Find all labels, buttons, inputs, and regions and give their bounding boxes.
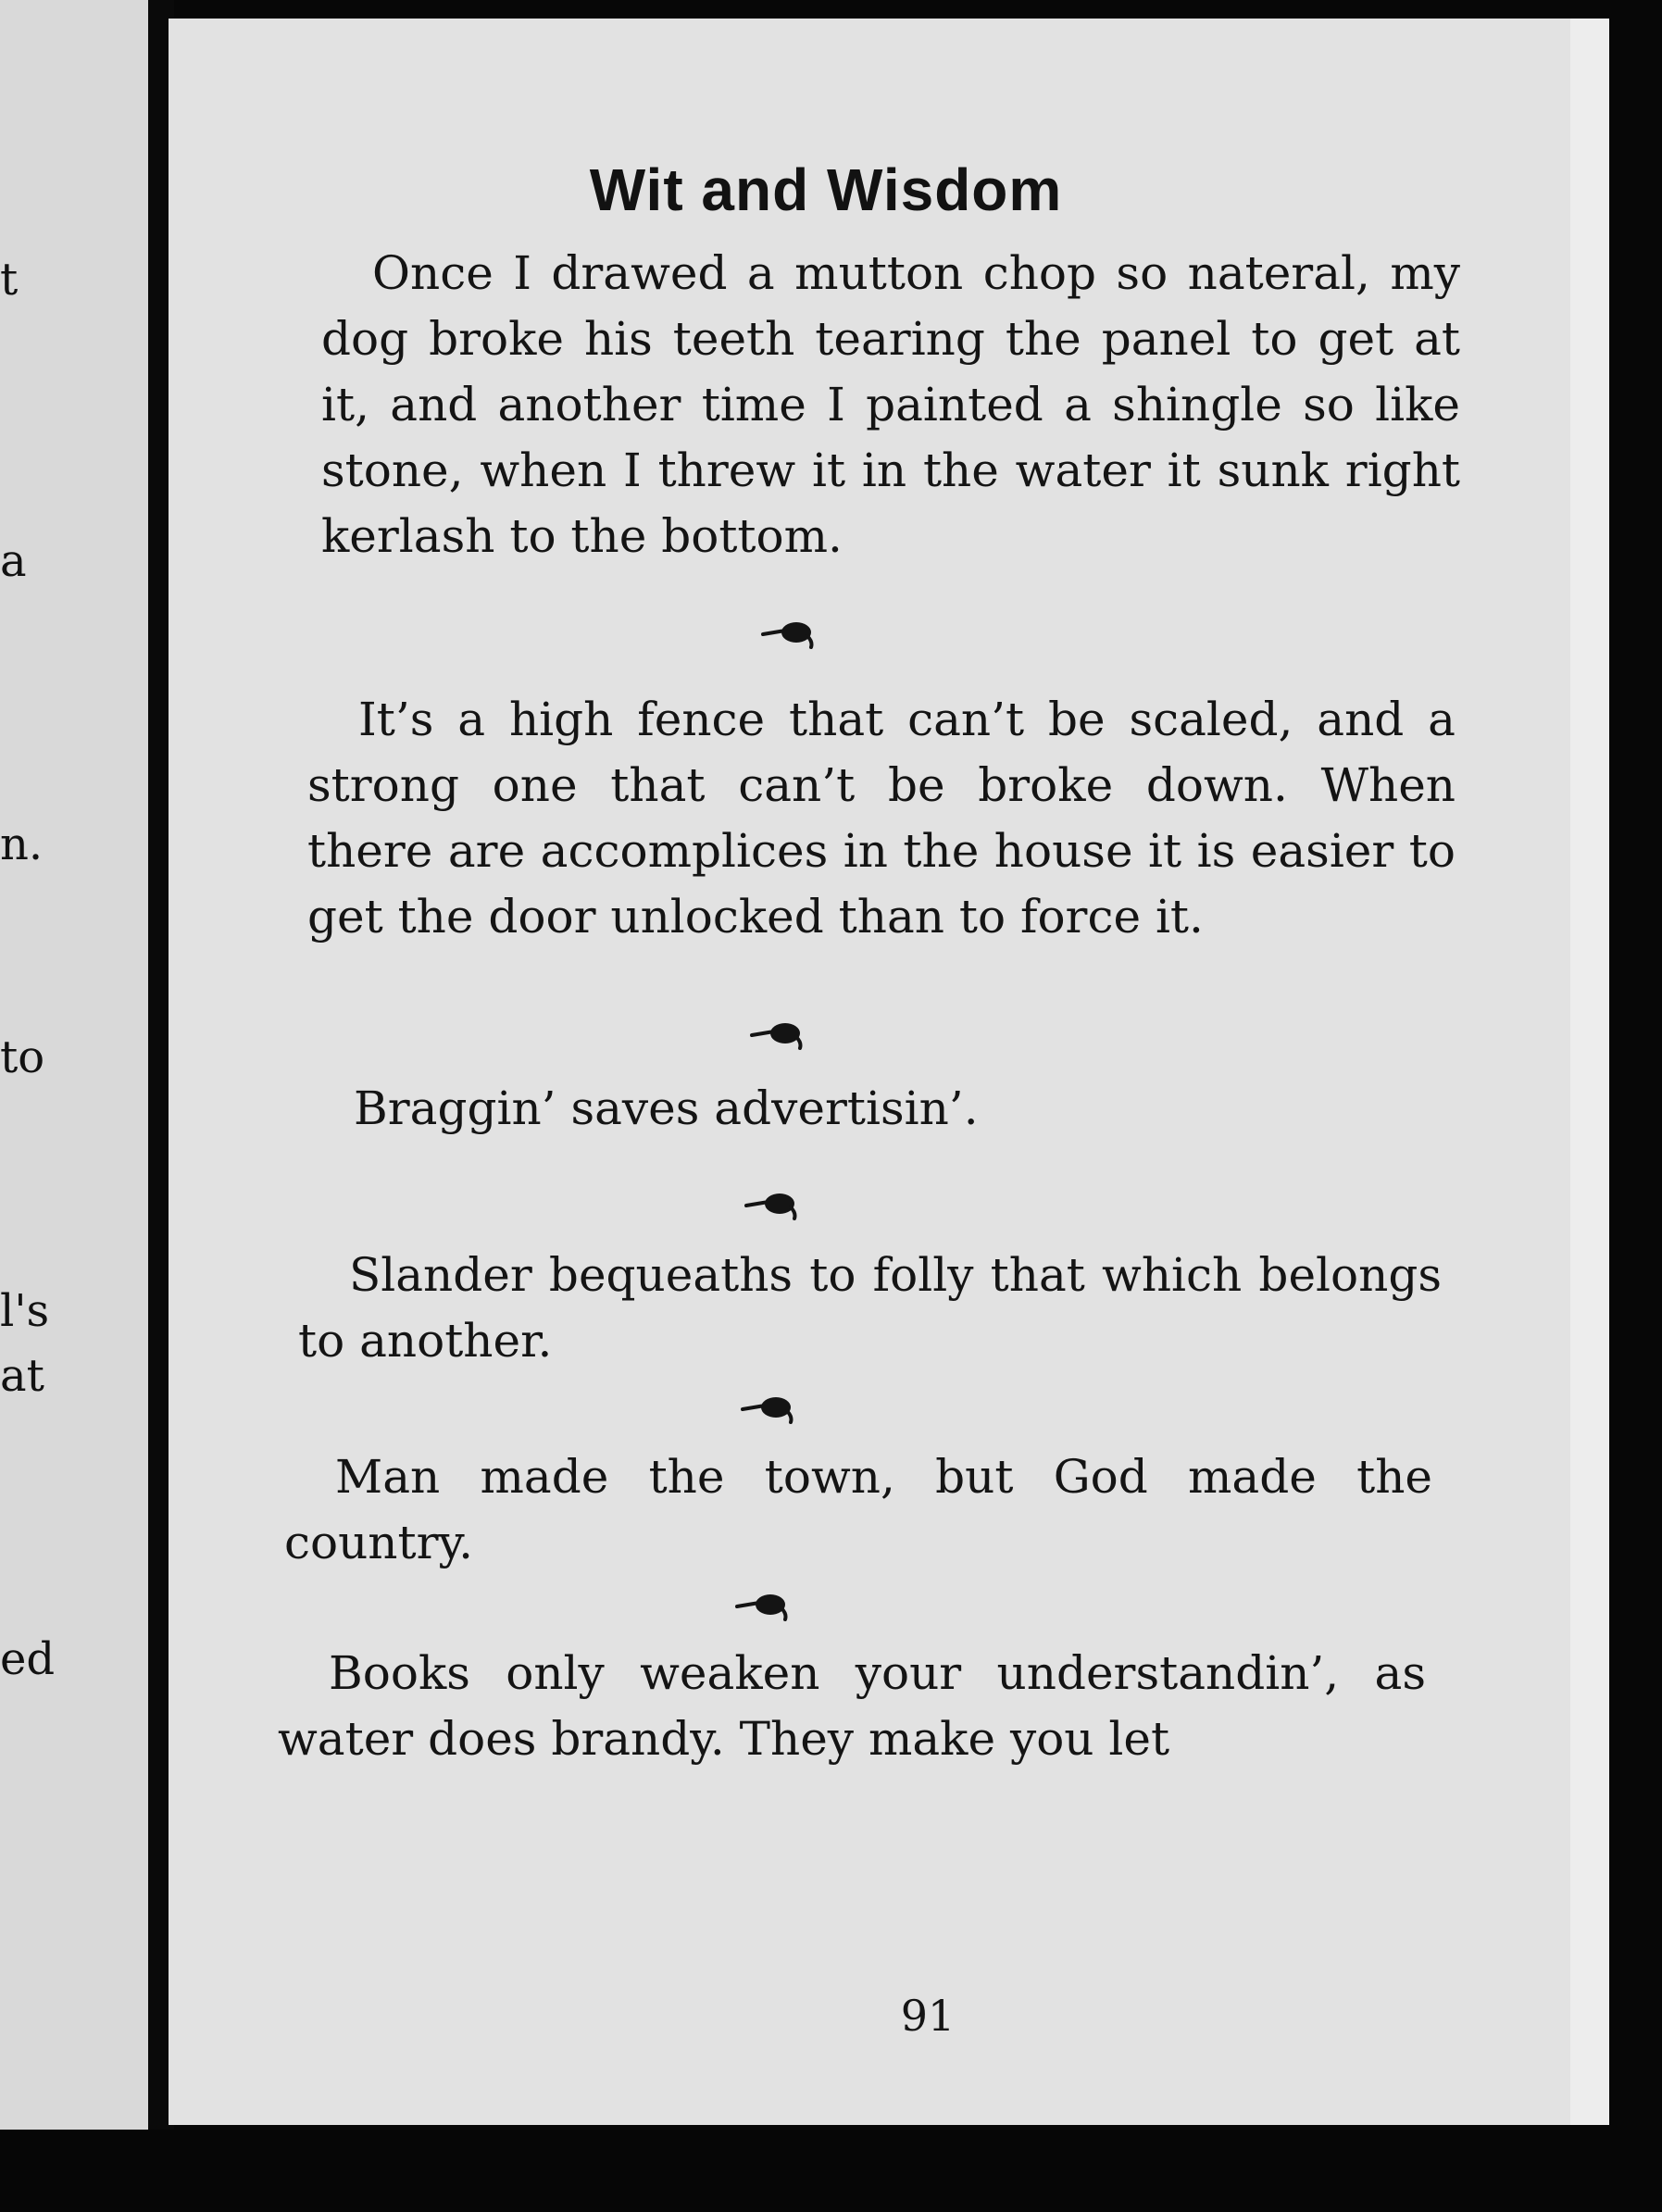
scan-border xyxy=(0,2130,1662,2212)
aphorism-paragraph: It’s a high fence that can’t be scaled, and a strong one that can’t be broke down. When there are accomplices in the house it is easier to get the door unlocked than to force it. xyxy=(307,693,1456,944)
left-page-edge-text: n. xyxy=(0,819,44,870)
hand-pointer-ornament-icon xyxy=(735,1588,791,1621)
left-page-edge-text: a xyxy=(0,535,27,587)
aphorism-paragraph: Braggin’ saves advertisin’. xyxy=(354,1081,979,1135)
left-page-edge-text: t xyxy=(0,254,19,306)
hand-pointer-ornament-icon xyxy=(750,1017,806,1050)
left-page-edge-text: at xyxy=(0,1350,44,1402)
running-head: Wit and Wisdom xyxy=(589,156,1063,223)
aphorism-paragraph: Man made the town, but God made the country. xyxy=(284,1450,1432,1569)
hand-pointer-ornament-icon xyxy=(744,1187,800,1220)
left-facing-page xyxy=(0,0,153,2139)
left-page-edge-text: ed xyxy=(0,1633,56,1685)
aphorism-paragraph: Books only weaken your understandin’, as water does brandy. They make you let xyxy=(278,1646,1426,1766)
left-page-edge-text: l's xyxy=(0,1285,50,1337)
page-edge xyxy=(1570,19,1609,2125)
page-number: 91 xyxy=(900,1991,956,2041)
aphorism-paragraph: Once I drawed a mutton chop so nateral, my dog broke his teeth tearing the panel to get at it, and another time I painted a shingle so like stone, when I threw it in the water it sunk right kerlash to the bottom. xyxy=(321,246,1460,563)
hand-pointer-ornament-icon xyxy=(761,616,817,649)
hand-pointer-ornament-icon xyxy=(741,1391,796,1424)
left-page-edge-text: to xyxy=(0,1031,45,1083)
book-page xyxy=(169,19,1609,2125)
aphorism-paragraph: Slander bequeaths to folly that which belongs to another. xyxy=(298,1248,1442,1368)
